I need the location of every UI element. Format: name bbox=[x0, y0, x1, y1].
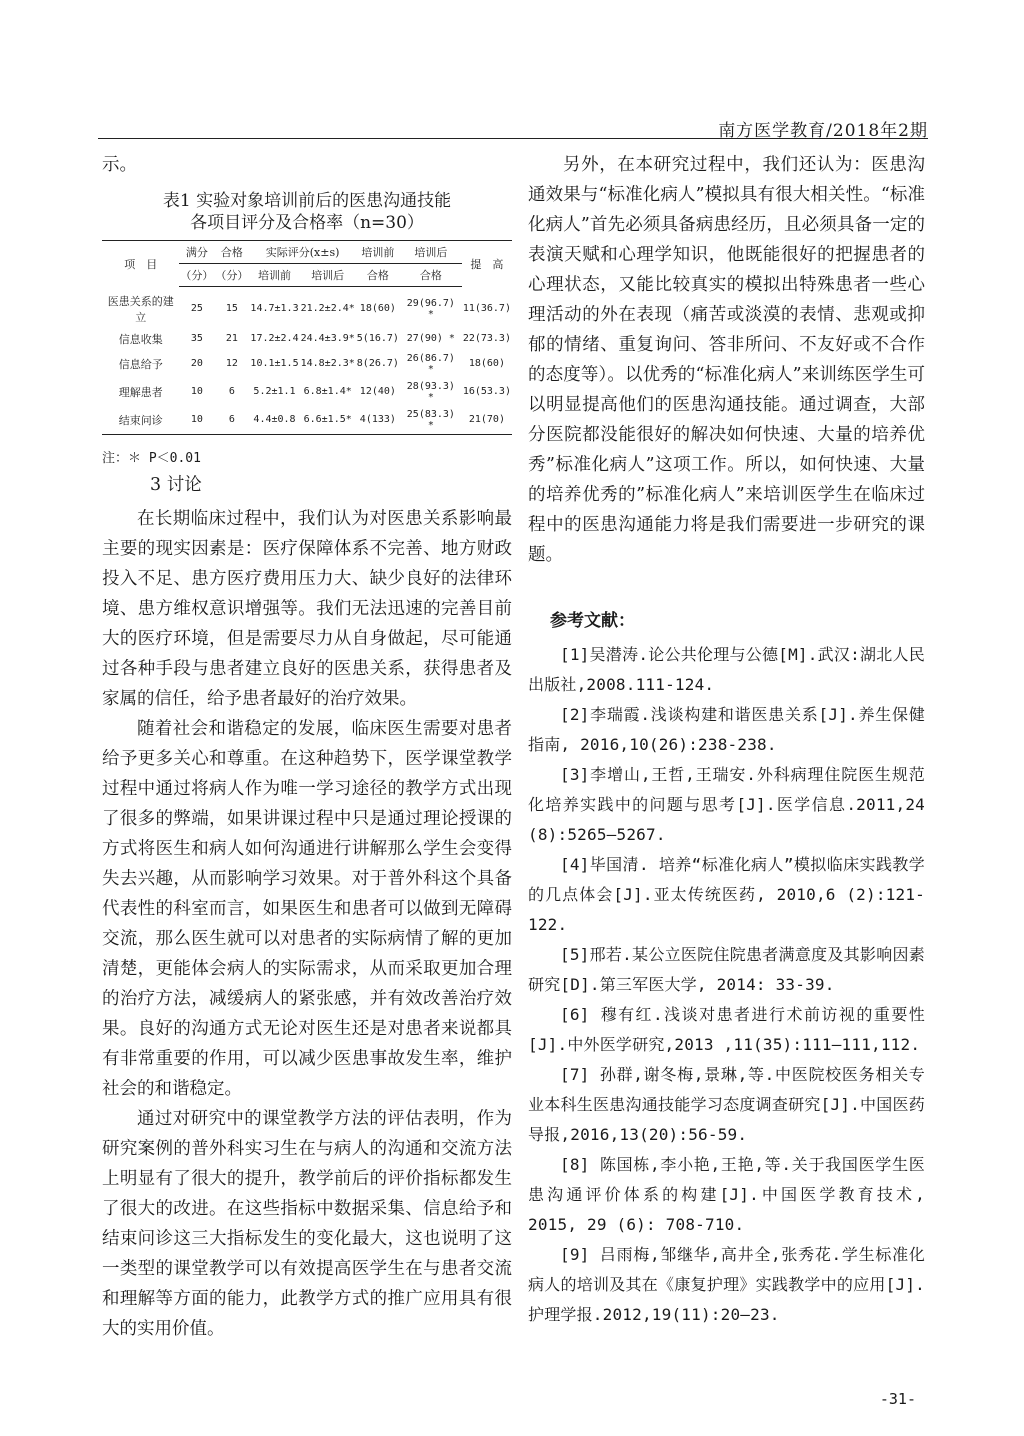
table-cell-pb: 5(16.7) bbox=[356, 333, 399, 344]
table-caption bbox=[102, 190, 512, 234]
col-header-full: 满分 bbox=[185, 246, 208, 259]
col-header-improve: 提 高 bbox=[470, 257, 504, 271]
right-column bbox=[528, 150, 925, 1330]
col-header-after: 培训后 bbox=[300, 264, 356, 287]
table-cell-imp: 11(36.7) bbox=[462, 303, 511, 314]
table-note: 注：＊ P＜0.01 bbox=[102, 450, 201, 466]
table-cell-item: 医患关系的建立 bbox=[107, 294, 174, 324]
table-row bbox=[102, 406, 512, 435]
table-cell-pass: 21 bbox=[225, 333, 238, 344]
top-text: 示。 bbox=[102, 155, 137, 175]
page-header bbox=[0, 0, 1024, 141]
table-cell-item: 信息给予 bbox=[118, 357, 163, 371]
table-cell-pb: 12(40) bbox=[359, 386, 396, 397]
journal-title: 南方医学教育/2018年2期 bbox=[718, 121, 928, 141]
table-cell-imp: 16(53.3) bbox=[462, 386, 511, 397]
table-cell-before: 5.2±1.1 bbox=[253, 386, 296, 397]
table-cell-imp: 18(60) bbox=[468, 358, 505, 369]
table-body bbox=[102, 287, 512, 435]
table-cell-item: 信息收集 bbox=[118, 332, 163, 346]
table-row bbox=[102, 328, 512, 350]
table-cell-pass: 15 bbox=[225, 303, 238, 315]
reference-item: [6] 穆有红.浅谈对患者进行术前访视的重要性[J].中外医学研究,2013 ,11(35):111—111,112. bbox=[528, 1005, 925, 1054]
table-cell-before: 4.4±0.8 bbox=[253, 414, 296, 425]
reference-item: [3]李增山,王哲,王瑞安.外科病理住院医生规范化培养实践中的问题与思考[J].医学信息.2011,24 (8):5265—5267. bbox=[528, 765, 925, 844]
table-cell-full: 10 bbox=[190, 414, 203, 425]
table-cell-pa: 28(93.3) * bbox=[406, 380, 455, 403]
reference-item: [9] 吕雨梅,邹继华,高井全,张秀花.学生标准化病人的培训及其在《康复护理》实践教学中的应用[J]. 护理学报.2012,19(11):20—23. bbox=[528, 1245, 925, 1324]
paragraph: 另外，在本研究过程中，我们还认为：医患沟通效果与“标准化病人”模拟具有很大相关性。“标准化病人”首先必须具备病患经历，且必须具备一定的表演天赋和心理学知识，他既能很好的把握患者的心理状态，又能比较真实的模拟出特殊患者一些心理活动的外在表现（痛苦或淡漠的表情、悲观或抑郁的情绪、重复询问、答非所问、不友好或不合作的态度等）。以优秀的“标准化病人”来训练医学生可以明显提高他们的医患沟通技能。通过调查，大部分医院都没能很好的解决如何快速、大量的培养优秀”标准化病人”这项工作。所以，如何快速、大量的培养优秀的”标准化病人”来培训医学生在临床过程中的医患沟通能力将是我们需要进一步研究的课题。 bbox=[528, 155, 925, 565]
col-header-pass-after-sub: 合格 bbox=[400, 264, 462, 287]
results-table bbox=[102, 240, 512, 435]
table-cell-pass: 12 bbox=[225, 358, 238, 369]
table-row bbox=[102, 287, 512, 328]
table-cell-after: 21.2±2.4* bbox=[300, 303, 355, 315]
table-cell-pa: 26(86.7) * bbox=[406, 352, 455, 375]
table-cell-item: 结束问诊 bbox=[118, 413, 163, 427]
page-number: -31- bbox=[879, 1390, 916, 1408]
paragraph: 随着社会和谐稳定的发展，临床医生需要对患者给予更多关心和尊重。在这种趋势下，医学课堂教学过程中通过将病人作为唯一学习途径的教学方式出现了很多的弊端，如果讲课过程中只是通过理论授课的方式将医生和病人如何沟通进行讲解那么学生会变得失去兴趣，从而影响学习效果。对于普外科这个具备代表性的科室而言，如果医生和患者可以做到无障碍交流，那么医生就可以对患者的实际病情了解的更加清楚，更能体会病人的实际需求，从而采取更加合理的治疗方法，减缓病人的紧张感，并有效改善治疗效果。良好的沟通方式无论对医生还是对患者来说都具有非常重要的作用，可以减少医患事故发生率，维护社会的和谐稳定。 bbox=[102, 718, 512, 1099]
references-title: 参考文献： bbox=[550, 611, 635, 631]
reference-list bbox=[528, 640, 925, 1330]
table-cell-pass: 6 bbox=[228, 414, 235, 425]
reference-item: [7] 孙群,谢冬梅,景琳,等.中医院校医务相关专业本科生医患沟通技能学习态度调查研究[J].中国医药导报,2016,13(20):56-59. bbox=[528, 1065, 925, 1144]
reference-item: [2]李瑞霞.浅谈构建和谐医患关系[J].养生保健指南, 2016,10(26):238-238. bbox=[528, 705, 925, 754]
table-row bbox=[102, 378, 512, 406]
table-cell-imp: 22(73.3) bbox=[462, 333, 511, 344]
table-row bbox=[102, 350, 512, 378]
table-cell-full: 25 bbox=[190, 303, 203, 315]
table-cell-before: 14.7±1.3 bbox=[250, 303, 299, 315]
col-header-full-unit: （分） bbox=[179, 264, 214, 287]
table-cell-after: 24.4±3.9* bbox=[300, 333, 355, 344]
col-header-item: 项 目 bbox=[124, 257, 158, 271]
reference-item: [5]邢若.某公立医院住院患者满意度及其影响因素研究[D].第三军医大学, 2014: 33-39. bbox=[528, 945, 925, 994]
reference-item: [8] 陈国栋,李小艳,王艳,等.关于我国医学生医患沟通评价体系的构建[J].中国医学教育技术, 2015, 29 (6): 708-710. bbox=[528, 1155, 925, 1234]
table-cell-item: 理解患者 bbox=[118, 385, 163, 399]
table-cell-after: 6.8±1.4* bbox=[303, 386, 352, 397]
col-header-pass-after: 培训后 bbox=[414, 246, 448, 259]
table-cell-pass: 6 bbox=[228, 386, 235, 397]
col-header-actual: 实际评分(x±s) bbox=[249, 241, 355, 264]
table-cell-pa: 25(83.3) * bbox=[406, 408, 455, 431]
table-cell-pb: 4(133) bbox=[359, 414, 396, 425]
table-cell-imp: 21(70) bbox=[468, 414, 505, 425]
col-header-pass-before: 培训前 bbox=[361, 246, 395, 259]
table-cell-after: 6.6±1.5* bbox=[303, 414, 352, 425]
reference-item: [1]吴潜涛.论公共伦理与公德[M].武汉:湖北人民出版社,2008.111-124. bbox=[528, 645, 925, 694]
table-cell-after: 14.8±2.3* bbox=[300, 358, 355, 369]
left-column bbox=[102, 150, 512, 1344]
table-cell-pa: 27(90) * bbox=[406, 333, 455, 344]
table-cell-before: 17.2±2.4 bbox=[250, 333, 299, 344]
paragraph: 通过对研究中的课堂教学方法的评估表明，作为研究案例的普外科实习生在与病人的沟通和交流方法上明显有了很大的提升，教学前后的评价指标都发生了很大的改进。在这些指标中数据采集、信息给予和结束问诊这三大指标发生的变化最大，这也说明了这一类型的课堂教学可以有效提高医学生在与患者交流和理解等方面的能力，此教学方式的推广应用具有很大的实用价值。 bbox=[102, 1108, 512, 1339]
table-cell-pb: 8(26.7) bbox=[356, 358, 399, 369]
table-cell-pa: 29(96.7) * bbox=[406, 297, 455, 320]
table-cell-full: 35 bbox=[190, 333, 203, 344]
reference-item: [4]毕国清. 培养“标准化病人”模拟临床实践教学的几点体会[J].亚太传统医药, 2010,6 (2):121-122. bbox=[528, 855, 925, 934]
col-header-pass-unit: （分） bbox=[214, 264, 249, 287]
table-cell-before: 10.1±1.5 bbox=[250, 358, 299, 369]
col-header-pass-before-sub: 合格 bbox=[356, 264, 400, 287]
col-header-before: 培训前 bbox=[249, 264, 299, 287]
paragraph: 在长期临床过程中，我们认为对医患关系影响最主要的现实因素是：医疗保障体系不完善、地方财政投入不足、患方医疗费用压力大、缺少良好的法律环境、患方维权意识增强等。我们无法迅速的完善目前大的医疗环境，但是需要尽力从自身做起，尽可能通过各种手段与患者建立良好的医患关系，获得患者及家属的信任，给予患者最好的治疗效果。 bbox=[102, 508, 512, 709]
table-caption-line1: 表1 实验对象培训前后的医患沟通技能 bbox=[162, 191, 452, 211]
header-rule bbox=[98, 138, 928, 139]
section-heading: 3 讨论 bbox=[150, 474, 202, 495]
table-cell-full: 20 bbox=[190, 358, 203, 369]
table-cell-pb: 18(60) bbox=[359, 303, 396, 315]
table-caption-line2: 各项目评分及合格率（n=30） bbox=[190, 213, 424, 233]
col-header-pass: 合格 bbox=[220, 246, 243, 259]
table-cell-full: 10 bbox=[190, 386, 203, 397]
